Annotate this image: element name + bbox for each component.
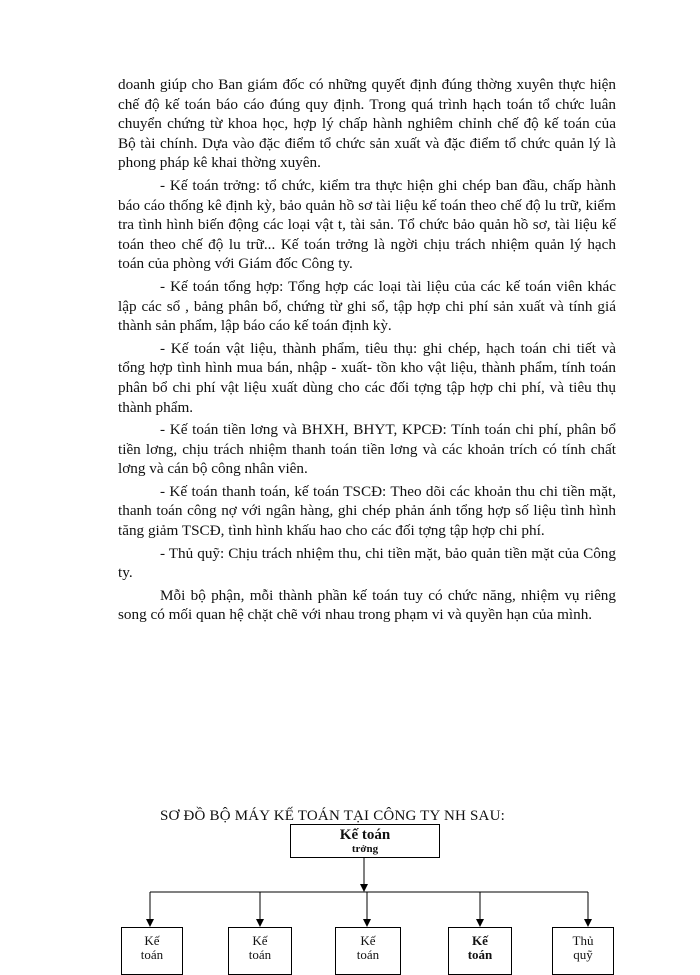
box-accountant-2-line1: Kế — [252, 933, 268, 948]
box-treasurer — [552, 927, 614, 975]
box-treasurer-line2: quỹ — [573, 947, 593, 962]
box-accountant-3 — [335, 927, 401, 975]
box-treasurer-line1: Thủ — [572, 933, 594, 948]
paragraph-treasurer: - Thủ quỹ: Chịu trách nhiệm thu, chi tiền mặt, bảo quản tiền mặt của Công ty. — [118, 544, 616, 582]
paragraph-conclusion: Mỗi bộ phận, mỗi thành phần kế toán tuy có chức năng, nhiệm vụ riêng song có mối quan hệ chặt chẽ với nhau trong phạm vi và quyền hạn của mình. — [118, 586, 616, 624]
box-accountant-1 — [121, 927, 183, 975]
box-accountant-4-line2: toán — [467, 947, 493, 962]
body-text — [118, 75, 616, 628]
paragraph-general-accountant: - Kế toán tổng hợp: Tổng hợp các loại tài liệu của các kế toán viên khác lập các sổ , bảng phân bổ, chứng từ ghi sổ, tập hợp chi phí sản xuất và tính giá thành sản phẩm, lập báo cáo kế toán định kỳ. — [118, 277, 616, 335]
paragraph-payroll-accountant: - Kế toán tiền lơng và BHXH, BHYT, KPCĐ: Tính toán chi phí, phân bổ tiền lơng, chịu trách nhiệm thanh toán tiền lơng và các khoản trích có tính chất lơng và cán bộ công nhân viên. — [118, 421, 616, 478]
box-accountant-2-line2: toán — [248, 947, 272, 962]
box-accountant-4 — [448, 927, 512, 975]
paragraph-payment-accountant: - Kế toán thanh toán, kế toán TSCĐ: Theo dõi các khoản thu chi tiền mặt, thanh toán công nợ với ngân hàng, ghi chép phản ánh tổng hợp số liệu tình hình tăng giảm TSCĐ, tình hình khấu hao cho các đối tợng tập hợp chi phí. — [118, 482, 616, 540]
box-accountant-3-line2: toán — [356, 947, 380, 962]
box-chief-accountant-line1: Kế toán — [339, 827, 391, 843]
paragraph-intro: doanh giúp cho Ban giám đốc có những quyết định đúng thờng xuyên thực hiện chế độ kế toán báo cáo đúng quy định. Trong quá trình hạch toán tổ chức luân chuyển chứng từ khoa học, hợp lý chấp hành nghiêm chỉnh chế độ kế toán của Bộ tài chính. Dựa vào đặc điểm tổ chức sản xuất và đặc điểm tổ chức quản lý là phong pháp kê khai thờng xuyên. — [118, 76, 616, 172]
box-accountant-3-line1: Kế — [360, 933, 376, 948]
box-accountant-1-line1: Kế — [144, 933, 160, 948]
paragraph-chief-accountant: - Kế toán trởng: tổ chức, kiểm tra thực hiện ghi chép ban đầu, chấp hành báo cáo thống kê định kỳ, bảo quản hồ sơ tài liệu kế toán theo chế độ lu trữ, kiểm tra tình hình biến động các loại vật t, tài sản. Tổ chức bảo quản hồ sơ, tài liệu kế toán theo chế độ lu trữ... Kế toán trởng là ngời chịu trách nhiệm quản lý hạch toán của phòng với Giám đốc Công ty. — [118, 176, 616, 273]
box-chief-accountant-line2: trởng — [351, 843, 379, 855]
box-accountant-2 — [228, 927, 292, 975]
box-accountant-1-line2: toán — [140, 947, 164, 962]
box-accountant-4-line1: Kế — [472, 933, 488, 948]
box-chief-accountant — [290, 824, 440, 858]
paragraph-materials-accountant: - Kế toán vật liệu, thành phẩm, tiêu thụ: ghi chép, hạch toán chi tiết và tổng hợp tình hình mua bán, nhập - xuất- tồn kho vật liệu, thành phẩm, tính toán phân bổ chi phí vật liệu xuất dùng cho các đối tợng tập hợp chi phí, và tiêu thụ thành phẩm. — [118, 339, 616, 416]
org-chart — [0, 780, 700, 960]
diagram-title: SƠ ĐỒ BỘ MÁY KẾ TOÁN TẠI CÔNG TY NH SAU: — [160, 808, 505, 824]
